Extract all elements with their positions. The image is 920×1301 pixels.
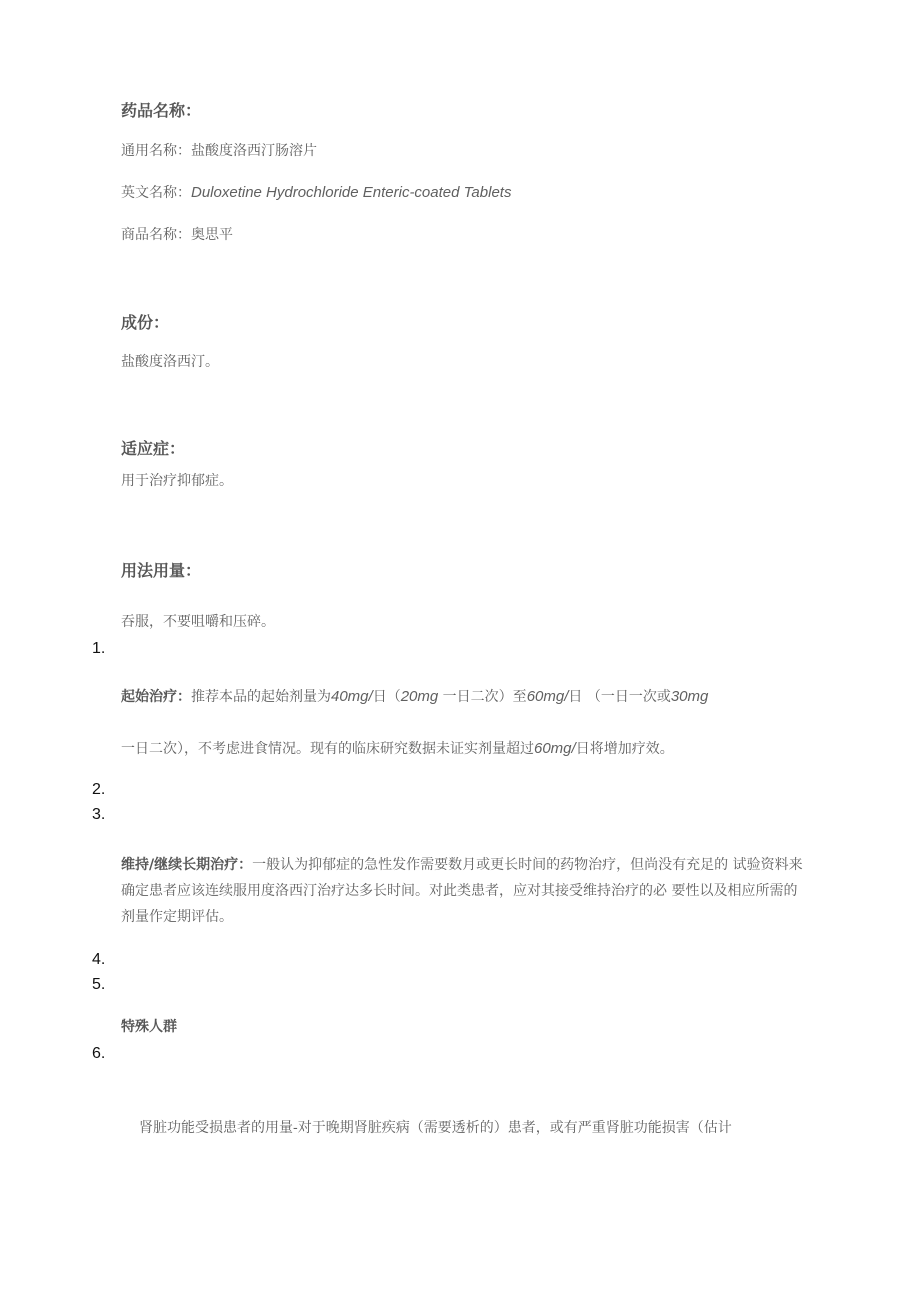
trade-name-value: 奥思平	[191, 227, 233, 243]
generic-name-value: 盐酸度洛西汀肠溶片	[191, 143, 317, 159]
initial-treatment-line-2	[121, 738, 674, 758]
renal-dosage-text: 肾脏功能受损患者的用量-对于晚期肾脏疾病（需要透析的）患者，或有严重肾脏功能损害（估计	[139, 1120, 732, 1136]
list-number-5: 5.	[92, 976, 106, 993]
initial-text-4: 日 （一日一次或	[568, 689, 671, 705]
indication-heading: 适应症：	[121, 439, 186, 458]
trade-name-row	[121, 224, 233, 244]
initial-dose-60-max: 60mg/	[534, 740, 576, 757]
maintenance-text: 一般认为抑郁症的急性发作需要数月或更长时间的药物治疗，但尚没有充足的 试验资料来确定患者应该连续服用度洛西汀治疗达多长时间。对此类患者，应对其接受维持治疗的必 要性以及相应所需的剂量作定期评估。	[121, 857, 803, 925]
maintenance-lead: 维持/继续长期治疗：	[121, 857, 253, 873]
composition-heading: 成份：	[121, 313, 170, 332]
list-number-3: 3.	[92, 806, 106, 823]
initial-dose-60: 60mg/	[526, 688, 569, 705]
initial-text-3: 一日二次）至	[438, 689, 527, 705]
trade-name-label: 商品名称：	[121, 227, 191, 243]
list-number-1: 1.	[92, 640, 106, 657]
initial-treatment-line-1	[121, 686, 708, 706]
english-name-label: 英文名称：	[121, 185, 191, 201]
english-name-value: Duloxetine Hydrochloride Enteric-coated Tablets	[191, 184, 512, 201]
initial-text-1: 推荐本品的起始剂量为	[191, 689, 331, 705]
initial-dose-20: 20mg	[400, 688, 439, 705]
initial-dose-30: 30mg	[670, 688, 709, 705]
english-name-row	[121, 182, 511, 202]
indication-text: 用于治疗抑郁症。	[121, 473, 233, 489]
list-number-4: 4.	[92, 951, 106, 968]
initial-text-6: 日将增加疗效。	[575, 741, 674, 757]
initial-dose-40: 40mg/	[331, 688, 373, 705]
dosage-heading: 用法用量：	[121, 561, 202, 580]
initial-treatment-lead: 起始治疗：	[121, 689, 191, 705]
initial-text-5: 一日二次），不考虑进食情况。现有的临床研究数据未证实剂量超过	[121, 741, 534, 757]
drug-name-heading: 药品名称：	[121, 101, 202, 120]
composition-text: 盐酸度洛西汀。	[121, 354, 219, 370]
initial-text-2: 日（	[372, 689, 401, 705]
maintenance-paragraph	[121, 852, 811, 930]
dosage-intro: 吞服，不要咀嚼和压碎。	[121, 614, 275, 630]
list-number-2: 2.	[92, 781, 106, 798]
list-number-6: 6.	[92, 1045, 106, 1062]
generic-name-label: 通用名称：	[121, 143, 191, 159]
generic-name-row	[121, 140, 317, 160]
special-population-heading: 特殊人群	[121, 1019, 177, 1035]
